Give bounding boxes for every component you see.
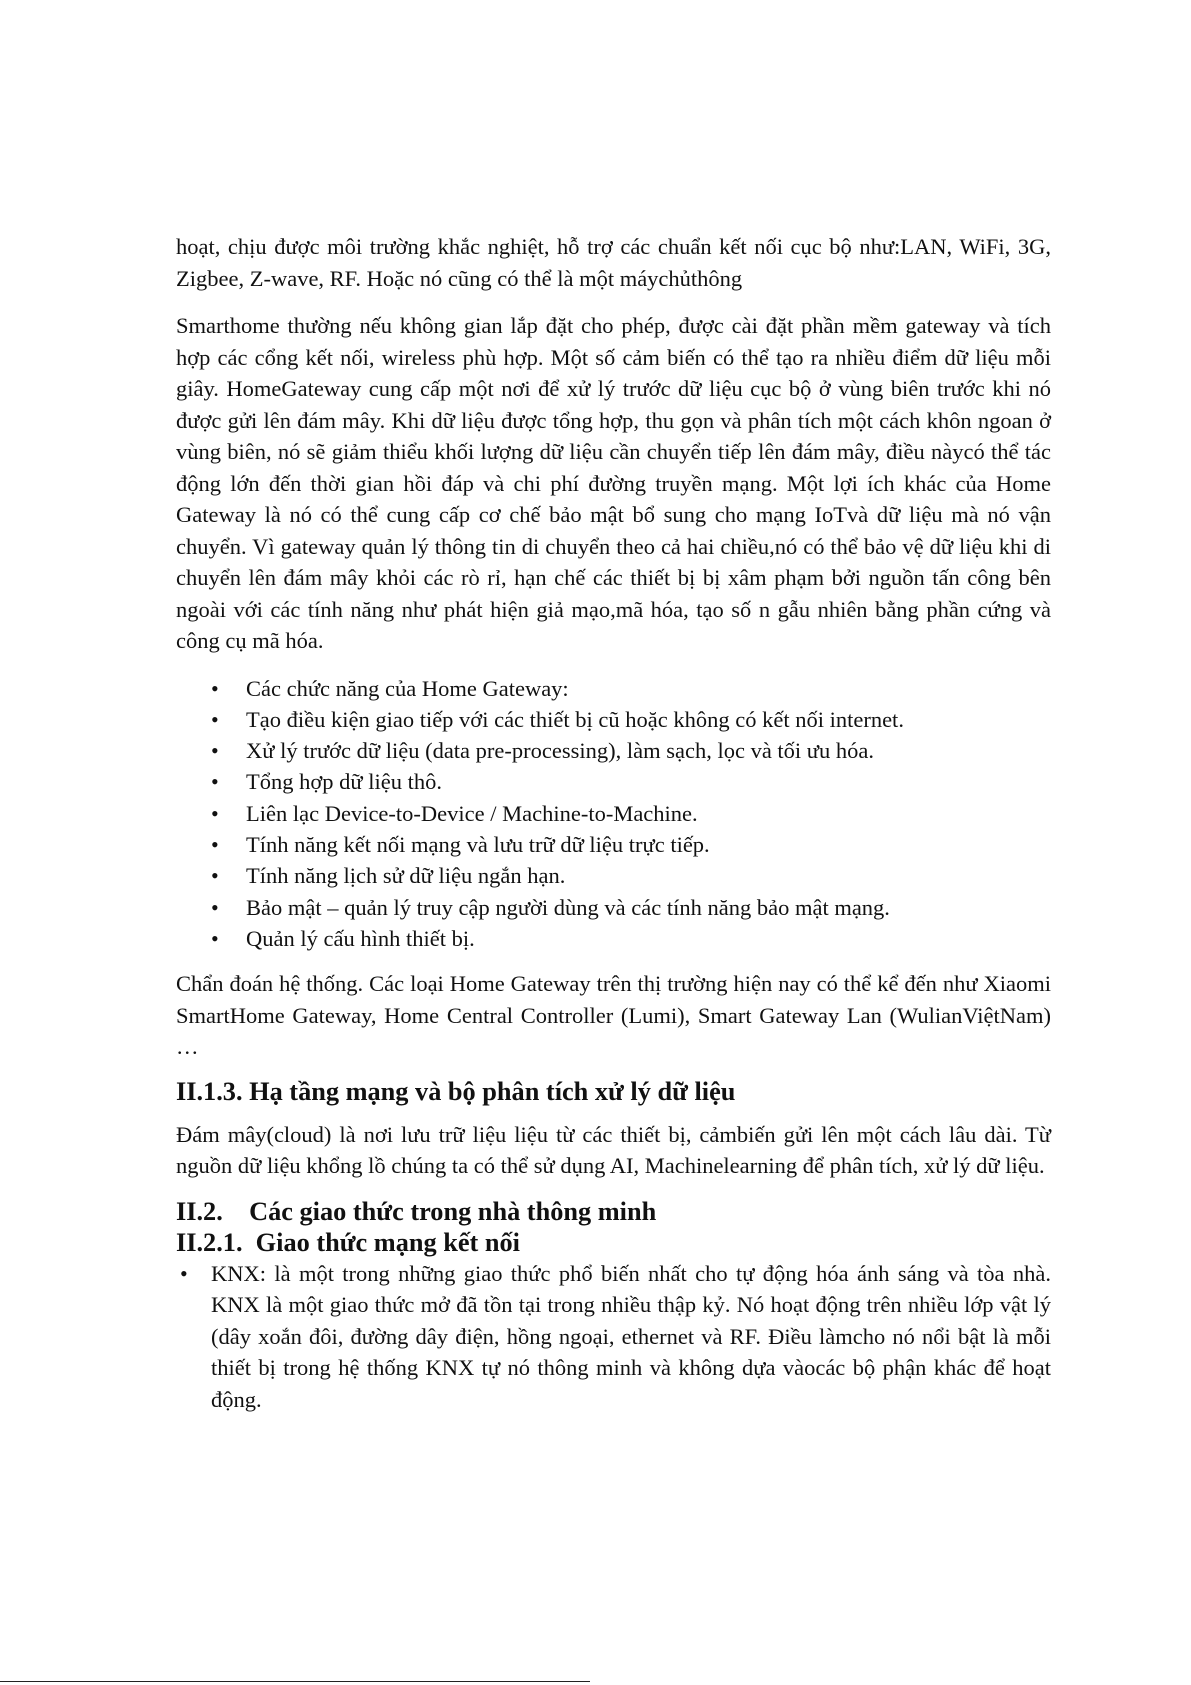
bullet-icon: • [211,863,219,889]
paragraph-gateway-intro: hoạt, chịu được môi trường khắc nghiệt, hỗ trợ các chuẩn kết nối cục bộ như:LAN, WiFi, 3G, Zigbee, Z-wave, RF. Hoặc nó cũng có thể là một máychủthông [176,234,1051,291]
list-item [176,860,1051,891]
list-item-text: Tính năng kết nối mạng và lưu trữ dữ liệu trực tiếp. [246,831,710,857]
list-item-text: Liên lạc Device-to-Device / Machine-to-Machine. [246,800,698,826]
list-item [176,673,1051,704]
bullet-icon: • [211,675,219,701]
bullet-icon: • [180,1260,188,1286]
bullet-icon: • [211,800,219,826]
list-item-text: Tổng hợp dữ liệu thô. [246,769,442,795]
document-page [176,231,1051,1415]
list-item [176,766,1051,797]
list-item [176,735,1051,766]
bullet-icon: • [211,706,219,732]
section-heading-1-1-3: II.1.3. Hạ tầng mạng và bộ phân tích xử lý dữ liệu [176,1076,736,1106]
paragraph-gateway-description: Smarthome thường nếu không gian lắp đặt cho phép, được cài đặt phần mềm gateway và tích hợp các cổng kết nối, wireless phù hợp. Một số cảm biến có thể tạo ra nhiều điểm dữ liệu mỗi giây. HomeGateway cung cấp một nơi để xử lý trước dữ liệu cục bộ ở vùng biên trước khi nó được gửi lên đám mây. Khi dữ liệu được tổng hợp, thu gọn và phân tích một cách khôn ngoan ở vùng biên, nó sẽ giảm thiểu khối lượng dữ liệu cần chuyển tiếp lên đám mây, điều nàycó thể tác động lớn đến thời gian hồi đáp và chi phí đường truyền mạng. Một lợi ích khác của Home Gateway là nó có thể cung cấp cơ chế bảo mật bổ sung cho mạng IoTvà dữ liệu mà nó vận chuyển. Vì gateway quản lý thông tin di chuyển theo cả hai chiều,nó có thể bảo vệ dữ liệu khi di chuyển lên đám mây khỏi các rò rỉ, hạn chế các thiết bị bị xâm phạm bởi nguồn tấn công bên ngoài với các tính năng như phát hiện giả mạo,mã hóa, tạo số n gẫu nhiên bằng phần cứng và công cụ mã hóa. [176,313,1051,653]
list-item-text: Quản lý cấu hình thiết bị. [246,925,475,951]
knx-text: KNX: là một trong những giao thức phổ biến nhất cho tự động hóa ánh sáng và tòa nhà. KNX là một giao thức mở đã tồn tại trong nhiều thập kỷ. Nó hoạt động trên nhiều lớp vật lý (dây xoắn đôi, đường dây điện, hồng ngoại, ethernet và RF. Điều làmcho nó nổi bật là mỗi thiết bị trong hệ thống KNX tự nó thông minh và không dựa vàocác bộ phận khác để hoạt động. [211,1260,1051,1412]
list-item [176,892,1051,923]
list-item [176,923,1051,954]
bullet-icon: • [211,831,219,857]
paragraph-cloud: Đám mây(cloud) là nơi lưu trữ liệu liệu từ các thiết bị, cảmbiến gửi lên một cách lâu dài. Từ nguồn dữ liệu khổng lồ chúng ta có thể sử dụng AI, Machinelearning để phân tích, xử lý dữ liệu. [176,1121,1051,1179]
functions-list [176,673,1051,955]
list-item [176,829,1051,860]
bullet-icon: • [211,738,219,764]
bullet-icon: • [211,925,219,951]
knx-bullet-item [176,1258,1051,1416]
list-item-text: Tính năng lịch sử dữ liệu ngắn hạn. [246,863,566,889]
list-item [176,704,1051,735]
list-item-text: Tạo điều kiện giao tiếp với các thiết bị cũ hoặc không có kết nối internet. [246,706,904,732]
section-heading-2-2-1: II.2.1. Giao thức mạng kết nối [176,1227,520,1257]
paragraph-gateway-products: Chẩn đoán hệ thống. Các loại Home Gateway trên thị trường hiện nay có thể kể đến như Xiaomi SmartHome Gateway, Home Central Controller (Lumi), Smart Gateway Lan (WulianViệtNam) … [176,971,1051,1060]
bullet-icon: • [211,894,219,920]
list-item-text: Các chức năng của Home Gateway: [246,675,569,701]
list-item [176,798,1051,829]
bullet-icon: • [211,769,219,795]
section-heading-2-2: II.2. Các giao thức trong nhà thông minh [176,1196,657,1226]
footnote-divider [0,1681,590,1682]
list-item-text: Bảo mật – quản lý truy cập người dùng và các tính năng bảo mật mạng. [246,894,890,920]
list-item-text: Xử lý trước dữ liệu (data pre-processing), làm sạch, lọc và tối ưu hóa. [246,738,874,764]
